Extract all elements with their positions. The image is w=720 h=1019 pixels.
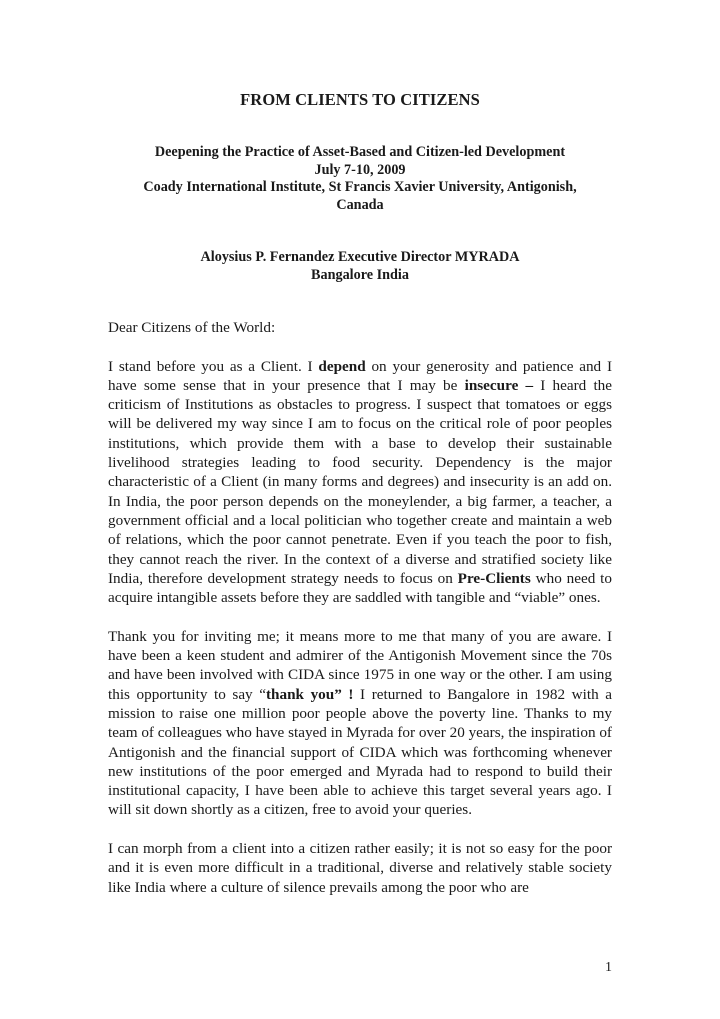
paragraph-1-text-1: I stand before you as a Client. I (108, 357, 319, 375)
page-number: 1 (605, 960, 612, 975)
paragraph-1-bold-depend: depend (318, 357, 366, 375)
conference-country: Canada (336, 196, 384, 213)
paragraph-2 (108, 627, 612, 820)
paragraph-2-bold-thank-you: thank you” ! (265, 685, 354, 703)
paragraph-1-text-3: I heard the criticism of Institutions as obstacles to progress. I suspect that tomatoes or eggs will be delivered my way since I am to focus on the critical role of poor peoples institutions, which provide them with a base to develop their sustainable livelihood strategies leading to food security. Dependency is the major characteristic of a Client (in many forms and degrees) and insecurity is an add on. In India, the poor person depends on the moneylender, a big farmer, a teacher, a government official and a local politician who together create and maintain a web of relations, which the poor cannot penetrate. Even if you teach the poor to fish, they cannot reach the river. In the context of a diverse and stratified society like India, therefore development strategy needs to focus on (108, 376, 613, 587)
document-title: FROM CLIENTS TO CITIZENS (240, 90, 480, 109)
paragraph-2-text-2: I returned to Bangalore in 1982 with a mission to raise one million poor people above the poverty line. Thanks to my team of colleagues who have stayed in Myrada for over 20 years, the inspiration of Antigonish and the financial support of CIDA which was forthcoming whenever new institutions of the poor emerged and Myrada had to respond to build their institutional capacity, I have been able to achieve this target several years ago. I will sit down shortly as a citizen, free to avoid your queries. (108, 685, 612, 819)
paragraph-1-text-2: on your generosity and patience and I have some sense that in your presence that I may be (108, 357, 613, 394)
salutation: Dear Citizens of the World: (108, 319, 276, 336)
author-info (108, 249, 612, 284)
paragraph-1 (108, 357, 612, 608)
paragraph-1-text-4: who need to acquire intangible assets before they are saddled with tangible and “viable” ones. (108, 569, 612, 607)
conference-venue: Coady International Institute, St Francis Xavier University, Antigonish, (143, 179, 577, 195)
conference-dates: July 7-10, 2009 (314, 161, 406, 178)
letter-body (108, 318, 612, 916)
paragraph-1-bold-pre-clients: Pre-Clients (457, 569, 531, 587)
paragraph-1-bold-insecure: insecure – (464, 376, 534, 394)
author-location: Bangalore India (311, 266, 409, 283)
paragraph-3: I can morph from a client into a citizen rather easily; it is not so easy for the poor and it is even more difficult in a traditional, diverse and relatively stable society like India where a culture of silence prevails among the poor who are (108, 840, 612, 896)
author-name: Aloysius P. Fernandez Executive Director MYRADA (200, 249, 520, 265)
conference-info (108, 144, 612, 214)
paragraph-2-text-1: Thank you for inviting me; it means more to me that many of you are aware. I have been a keen student and admirer of the Antigonish Movement since the 70s and have been involved with CIDA since 1975 in one way or the other. I am using this opportunity to say “ (108, 627, 612, 703)
conference-name: Deepening the Practice of Asset-Based and Citizen-led Development (154, 144, 566, 160)
